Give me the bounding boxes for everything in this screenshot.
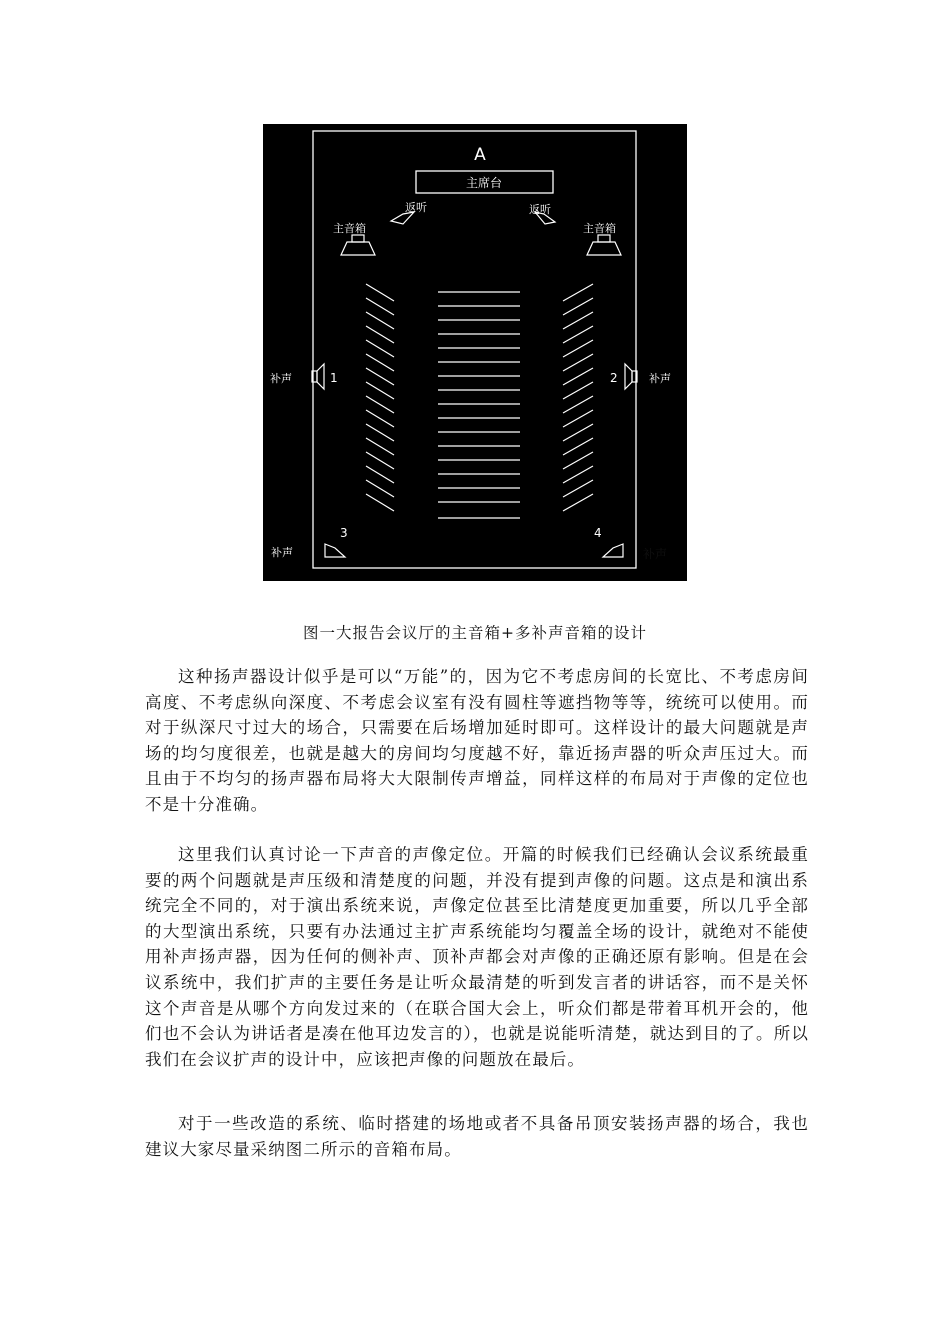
fill-speaker-4-icon	[603, 544, 623, 557]
monitor-right-label: 返听	[529, 203, 551, 216]
speaker-number-2: 2	[610, 371, 618, 385]
seating-left	[366, 284, 394, 511]
main-speaker-left-label: 主音箱	[333, 222, 366, 235]
figure-caption: 图一大报告会议厅的主音箱+多补声音箱的设计	[303, 624, 647, 642]
fill-left-label: 补声	[270, 372, 292, 385]
speaker-number-4: 4	[594, 526, 602, 540]
speaker-number-1: 1	[330, 371, 338, 385]
paragraph-1: 这种扬声器设计似乎是可以“万能”的，因为它不考虑房间的长宽比、不考虑房间高度、不考虑纵向深度、不考虑会议室有没有圆柱等遮挡物等等，统统可以使用。而对于纵深尺寸过大的场合，只需要在后场增加延时即可。这样设计的最大问题就是声场的均匀度很差，也就是越大的房间均匀度越不好，靠近扬声器的听众声压过大。而且由于不均匀的扬声器布局将大大限制传声增益，同样这样的布局对于声像的定位也不是十分准确。	[145, 667, 809, 814]
hall-layout-svg	[263, 124, 687, 581]
seating-right	[563, 284, 593, 511]
fill-speaker-3-icon	[325, 544, 345, 557]
main-speaker-right-icon	[587, 235, 621, 255]
paragraph-2: 这里我们认真讨论一下声音的声像定位。开篇的时候我们已经确认会议系统最重要的两个问题就是声压级和清楚度的问题，并没有提到声像的问题。这点是和演出系统完全不同的，对于演出系统来说，声像定位甚至比清楚度更加重要，所以几乎全部的大型演出系统，只要有办法通过主扩声系统能均匀覆盖全场的设计，就绝对不能使用补声扬声器，因为任何的侧补声、顶补声都会对声像的正确还原有影响。但是在会议系统中，我们扩声的主要任务是让听众最清楚的听到发言者的讲话容，而不是关怀这个声音是从哪个方向发过来的（在联合国大会上，听众们都是带着耳机开会的，他们也不会认为讲话者是凑在他耳边发言的），也就是说能听清楚，就达到目的了。所以我们在会议扩声的设计中，应该把声像的问题放在最后。	[145, 845, 809, 1069]
fill-speaker-2-icon	[625, 364, 637, 389]
fill-bottom-right-label: 补声	[643, 547, 668, 561]
fill-bottom-left-label: 补声	[271, 546, 293, 559]
fill-speaker-1-icon	[312, 364, 324, 389]
paragraph-3: 对于一些改造的系统、临时搭建的场地或者不具备吊顶安装扬声器的场合，我也建议大家尽量采纳图二所示的音箱布局。	[145, 1114, 809, 1159]
label-a: A	[474, 145, 486, 165]
monitor-left-label: 返听	[405, 201, 427, 214]
seating-center	[438, 292, 520, 518]
main-speaker-left-icon	[341, 235, 375, 255]
hall-layout-diagram	[263, 124, 687, 581]
chairman-stage-label: 主席台	[465, 176, 503, 190]
fill-right-label: 补声	[649, 372, 671, 385]
main-speaker-right-label: 主音箱	[583, 222, 616, 235]
speaker-number-3: 3	[340, 526, 348, 540]
